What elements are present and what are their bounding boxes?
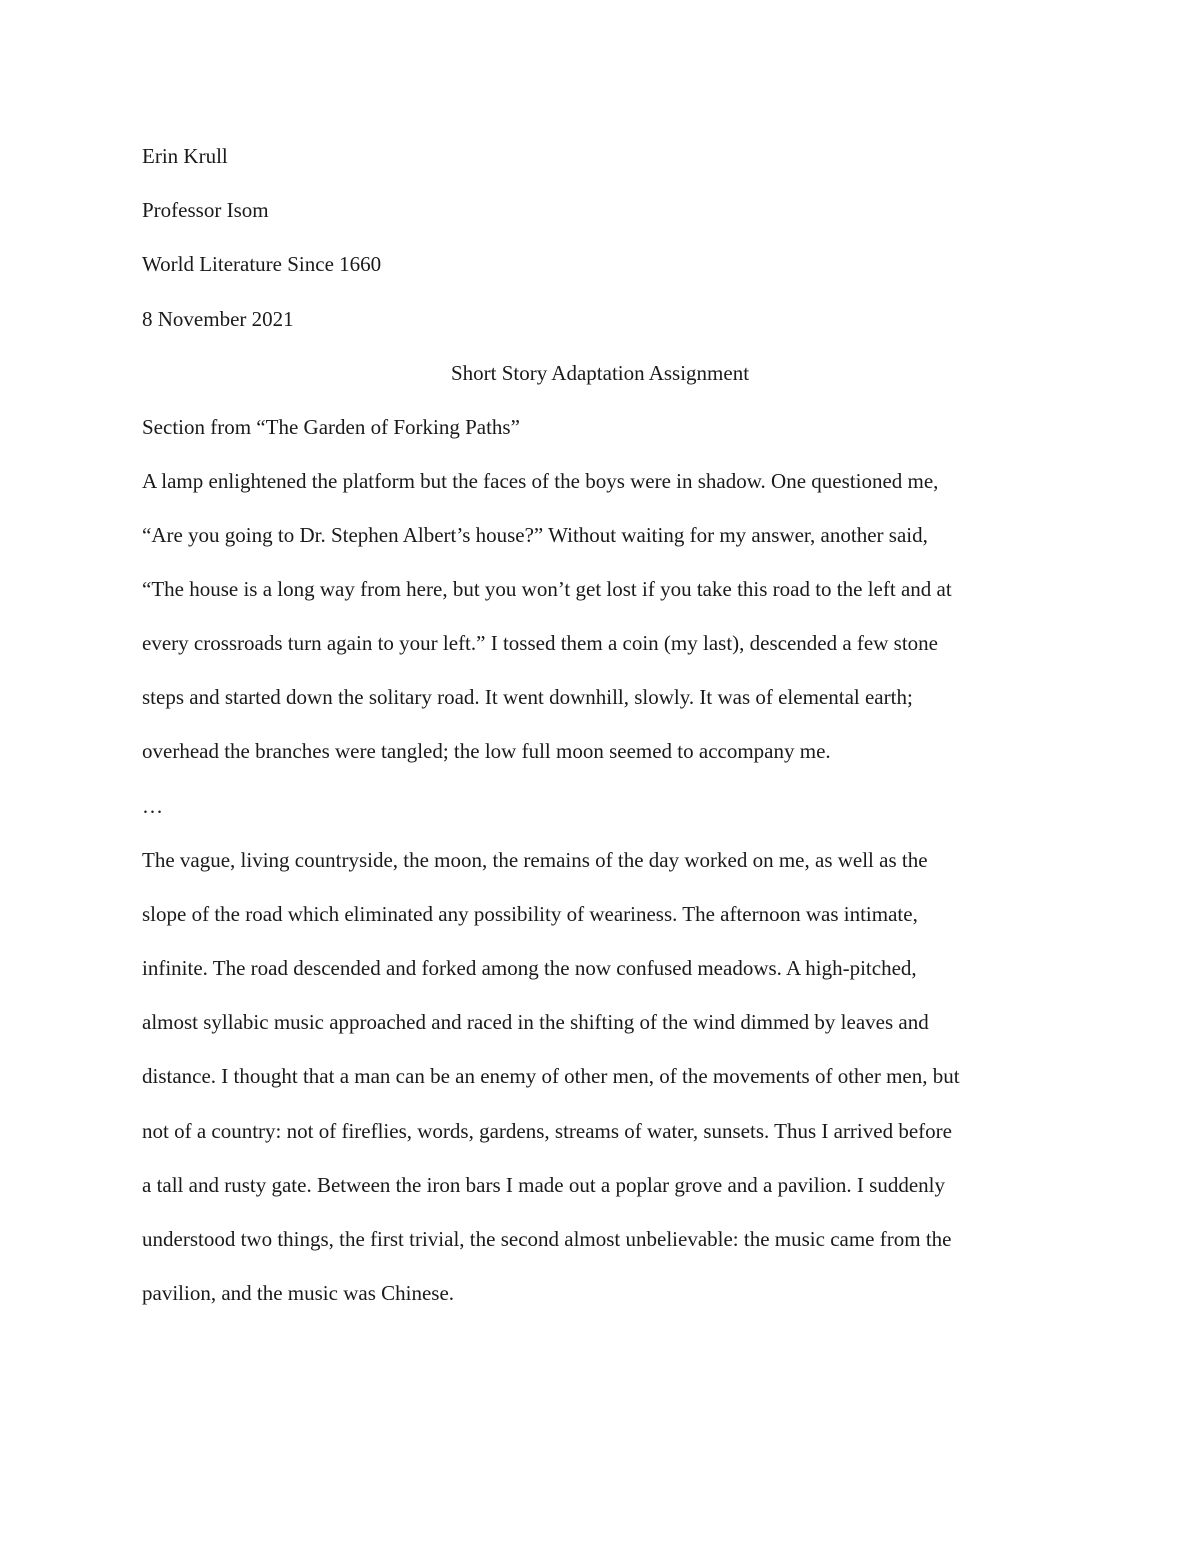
paragraph-line: almost syllabic music approached and raced in the shifting of the wind dimmed by leaves and [142, 1010, 929, 1034]
section-heading: Section from “The Garden of Forking Paths” [142, 415, 520, 439]
document-date: 8 November 2021 [142, 307, 294, 331]
document-title: Short Story Adaptation Assignment [450, 361, 750, 385]
paragraph-line: “Are you going to Dr. Stephen Albert’s house?” Without waiting for my answer, another said, [142, 523, 928, 547]
paragraph-line: every crossroads turn again to your left.” I tossed them a coin (my last), descended a few stone [142, 631, 938, 655]
ellipsis-separator: … [142, 794, 163, 818]
paragraph-line: distance. I thought that a man can be an enemy of other men, of the movements of other men, but [142, 1064, 960, 1088]
paragraph-line: “The house is a long way from here, but you won’t get lost if you take this road to the left and at [142, 577, 952, 601]
instructor-name: Professor Isom [142, 198, 269, 222]
paragraph-line: a tall and rusty gate. Between the iron bars I made out a poplar grove and a pavilion. I suddenly [142, 1173, 946, 1197]
course-name: World Literature Since 1660 [142, 252, 382, 276]
paragraph-line: The vague, living countryside, the moon, the remains of the day worked on me, as well as the [142, 848, 928, 872]
paragraph-line: infinite. The road descended and forked among the now confused meadows. A high-pitched, [142, 956, 917, 980]
paragraph-line: pavilion, and the music was Chinese. [142, 1281, 455, 1305]
paragraph-line: overhead the branches were tangled; the low full moon seemed to accompany me. [142, 739, 831, 763]
paragraph-line: A lamp enlightened the platform but the faces of the boys were in shadow. One questioned me, [142, 469, 939, 493]
paragraph-line: understood two things, the first trivial, the second almost unbelievable: the music came from the [142, 1227, 952, 1251]
paragraph-line: steps and started down the solitary road. It went downhill, slowly. It was of elemental earth; [142, 685, 913, 709]
paragraph-line: not of a country: not of fireflies, words, gardens, streams of water, sunsets. Thus I arrived before [142, 1119, 952, 1143]
paragraph-line: slope of the road which eliminated any possibility of weariness. The afternoon was intimate, [142, 902, 918, 926]
author-name: Erin Krull [142, 144, 228, 168]
